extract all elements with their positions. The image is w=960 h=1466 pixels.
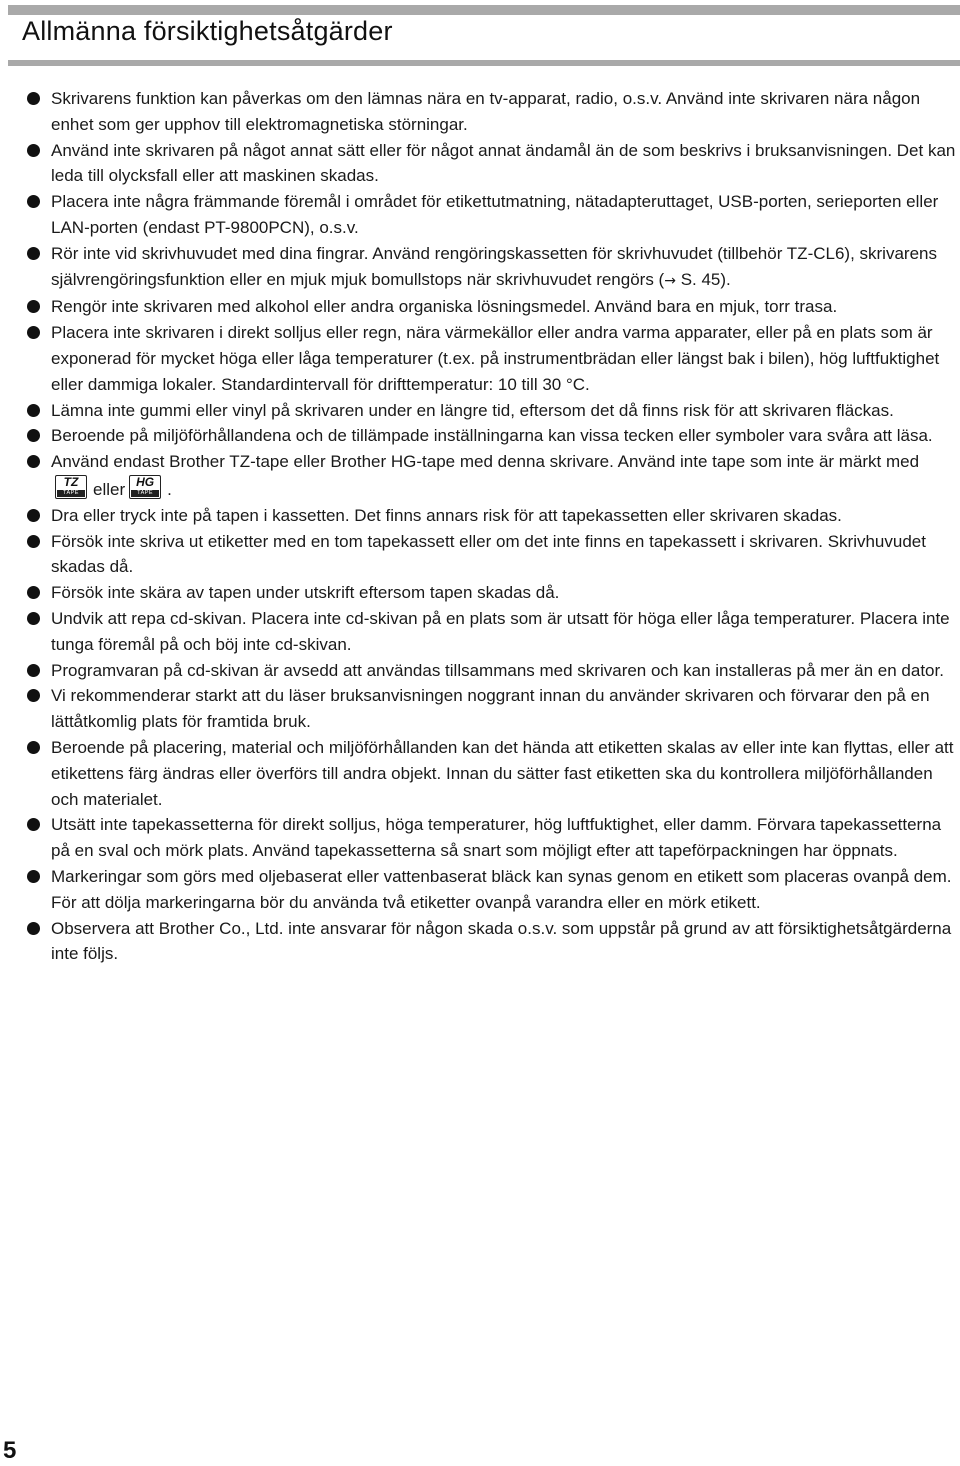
item-text: Försök inte skära av tapen under utskrift eftersom tapen skadas då. [51, 583, 560, 603]
list-item [0, 398, 960, 424]
bullet-icon [27, 509, 40, 522]
bullet-icon [27, 429, 40, 442]
item-text: Utsätt inte tapekassetterna för direkt solljus, höga temperaturer, hög luftfuktighet, eller damm. Förvara tapekassetterna på en sval och mörk plats. Använd tapekassetterna så snart som möjligt efter att tapeförpackningen har öppnats. [51, 815, 942, 861]
header-top-bar [8, 5, 960, 15]
bullet-icon [27, 818, 40, 831]
list-item [0, 449, 960, 503]
hg-logo-tape-text: TAPE [131, 490, 159, 497]
bullet-icon [27, 404, 40, 417]
list-item [0, 812, 960, 864]
list-item [0, 294, 960, 320]
item-text: Undvik att repa cd-skivan. Placera inte cd-skivan på en plats som är utsatt för höga eller låga temperaturer. Placera inte tunga föremål på och böj inte cd-skivan. [51, 608, 950, 654]
item-text-ref: S. 45). [675, 269, 731, 289]
list-item [0, 606, 960, 658]
item-text: Programvaran på cd-skivan är avsedd att användas tillsammans med skrivaren och kan installeras på mer än en dator. [51, 660, 944, 680]
precaution-list [0, 86, 960, 967]
bullet-icon [27, 144, 40, 157]
list-item [0, 658, 960, 684]
list-item [0, 86, 960, 138]
list-item [0, 580, 960, 606]
list-item [0, 735, 960, 812]
list-item [0, 189, 960, 241]
item-text: Beroende på placering, material och miljöförhållanden kan det hända att etiketten skalas av eller inte kan flyttas, eller att etikettens färg ändras eller överförs till andra objekt. Innan du sätter fast etiketten ska du kontrollera miljöförhållanden och materialet. [51, 737, 954, 809]
item-text: Beroende på miljöförhållandena och de tillämpade inställningarna kan vissa tecken eller symboler vara svåra att läsa. [51, 426, 933, 446]
bullet-icon [27, 612, 40, 625]
bullet-icon [27, 535, 40, 548]
bullet-icon [27, 326, 40, 339]
bullet-icon [27, 92, 40, 105]
bullet-icon [27, 870, 40, 883]
item-text: Markeringar som görs med oljebaserat eller vattenbaserat bläck kan synas genom en etikett som placeras ovanpå dem. För att dölja markeringarna bör du använda två etiketter ovanpå varandra eller en mörk etikett. [51, 866, 952, 912]
header-underline-bar [8, 60, 960, 66]
hg-tape-logo-icon [129, 475, 161, 499]
item-text: Dra eller tryck inte på tapen i kassetten. Det finns annars risk för att tapekassetten eller skrivaren skadas. [51, 505, 842, 525]
item-text: Rengör inte skrivaren med alkohol eller andra organiska lösningsmedel. Använd bara en mjuk, torr trasa. [51, 297, 838, 317]
bullet-icon [27, 455, 40, 468]
bullet-icon [27, 664, 40, 677]
item-text: Använd inte skrivaren på något annat sätt eller för något annat ändamål än de som beskrivs i bruksanvisningen. Det kan leda till olycksfall eller att maskinen skadas. [51, 140, 956, 186]
list-item [0, 864, 960, 916]
page-number: 5 [3, 1437, 17, 1464]
list-item [0, 138, 960, 190]
arrow-right-icon: → [664, 272, 676, 289]
list-item [0, 529, 960, 581]
list-item [0, 683, 960, 735]
item-text: Använd endast Brother TZ-tape eller Brother HG-tape med denna skrivare. Använd inte tape som inte är märkt med [51, 452, 920, 472]
bullet-icon [27, 689, 40, 702]
bullet-icon [27, 300, 40, 313]
item-text: Observera att Brother Co., Ltd. inte ansvarar för någon skada o.s.v. som uppstår på grund av att försiktighetsåtgärderna inte följs. [51, 918, 952, 964]
list-item [0, 916, 960, 968]
page-title: Allmänna försiktighetsåtgärder [22, 16, 393, 46]
list-item [0, 423, 960, 449]
tz-logo-text: TZ [63, 474, 79, 489]
item-text: Skrivarens funktion kan påverkas om den lämnas nära en tv-apparat, radio, o.s.v. Använd inte skrivaren nära någon enhet som ger upphov till elektromagnetiska störningar. [51, 89, 921, 134]
bullet-icon [27, 195, 40, 208]
list-item [0, 241, 960, 295]
bullet-icon [27, 741, 40, 754]
item-text: Placera inte skrivaren i direkt solljus eller regn, nära värmekällor eller andra varma apparater, eller på en plats som är exponerad för mycket höga eller låga temperaturer (t.ex. på instrumentbrädan eller längst bak i bilen), hög luftfuktighet eller dammiga lokaler. Standardintervall för drifttemperatur: 10 till 30 °C. [51, 323, 940, 394]
item-text: Försök inte skriva ut etiketter med en tom tapekassett eller om det inte finns en tapekassett i skrivaren. Skrivhuvudet skadas då. [51, 531, 926, 577]
list-item [0, 320, 960, 397]
tz-logo-tape-text: TAPE [57, 490, 85, 497]
bullet-icon [27, 586, 40, 599]
bullet-icon [27, 247, 40, 260]
item-text-mid: eller [93, 479, 126, 499]
list-item [0, 503, 960, 529]
item-text: Vi rekommenderar starkt att du läser bruksanvisningen noggrant innan du använder skrivaren och förvarar den på en lättåtkomlig plats för framtida bruk. [51, 686, 930, 732]
bullet-icon [27, 922, 40, 935]
item-text-end: . [167, 479, 172, 499]
item-text: Rör inte vid skrivhuvudet med dina fingrar. Använd rengöringskassetten för skrivhuvudet (tillbehör TZ-CL6), skrivarens självrengöringsfunktion eller en mjuk mjuk bomullstops när skrivhuvudet rengörs ( [51, 243, 937, 289]
hg-logo-text: HG [136, 474, 155, 489]
item-text: Lämna inte gummi eller vinyl på skrivaren under en längre tid, eftersom det då finns risk för att skrivaren fläckas. [51, 400, 894, 420]
tz-tape-logo-icon [55, 475, 87, 499]
item-text: Placera inte några främmande föremål i området för etikettutmatning, nätadapteruttaget, USB-porten, serieporten eller LAN-porten (endast PT-9800PCN), o.s.v. [51, 192, 939, 237]
